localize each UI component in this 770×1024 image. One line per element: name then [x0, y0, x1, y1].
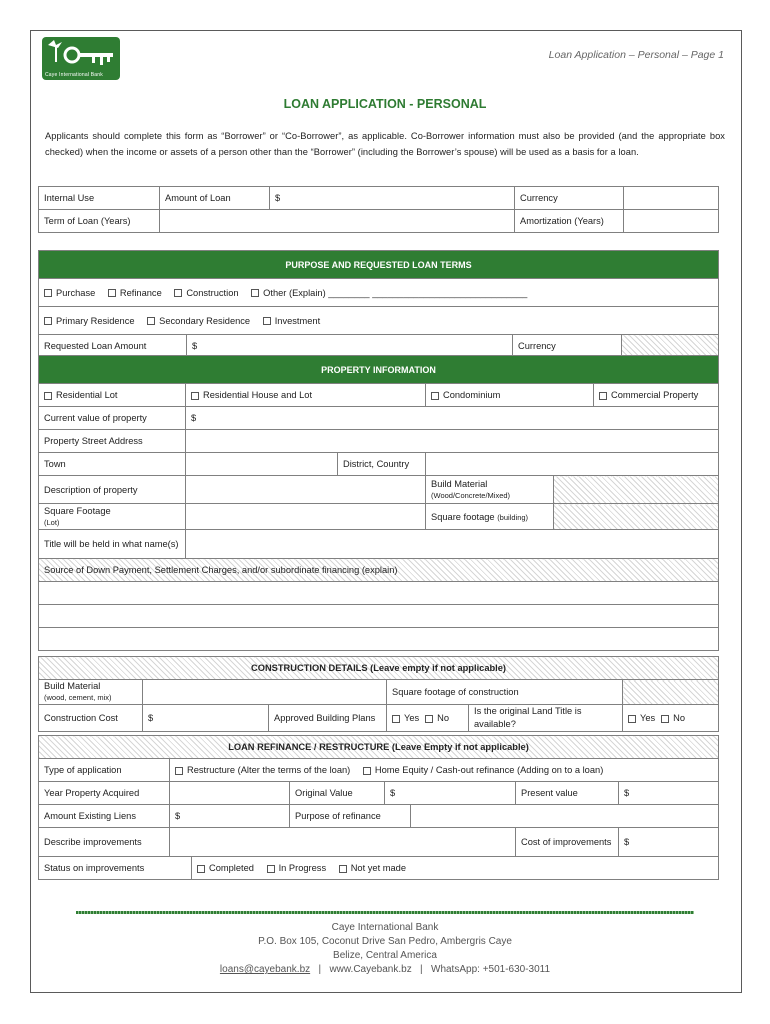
condominium-option[interactable]: Condominium	[426, 384, 594, 407]
refinance-table	[38, 735, 719, 880]
checkbox-icon	[267, 865, 275, 873]
square-footage-label: Square Footage (Lot)	[39, 504, 186, 530]
primary-residence-option[interactable]: Primary Residence	[44, 316, 135, 326]
page-title: LOAN APPLICATION - PERSONAL	[283, 97, 487, 111]
land-title-label: Is the original Land Title is available?	[469, 705, 623, 732]
cost-improvements-label: Cost of improvements	[516, 828, 619, 857]
title-yes-option[interactable]: Yes	[628, 713, 655, 723]
checkbox-icon	[174, 289, 182, 297]
down-payment-label: Source of Down Payment, Settlement Charges, and/or subordinate financing (explain)	[39, 559, 719, 582]
checkbox-icon	[431, 392, 439, 400]
property-heading: PROPERTY INFORMATION	[39, 356, 719, 384]
page-label: Loan Application – Personal – Page 1	[548, 49, 724, 61]
property-table	[38, 355, 719, 651]
construction-material-label: Build Material (wood, cement, mix)	[39, 680, 143, 705]
purpose-refinance-label: Purpose of refinance	[290, 805, 411, 828]
application-type-options	[170, 759, 719, 782]
intro-paragraph: Applicants should complete this form as “Borrower” or “Co-Borrower”, as applicable. Co-Borrower information must also be provided (and the appropriate box checked) when the income or assets of a person other than the “Borrower” (including the Borrower’s spouse) will be used as a basis for a loan.	[45, 131, 725, 157]
secondary-residence-option[interactable]: Secondary Residence	[147, 316, 250, 326]
checkbox-icon	[628, 715, 636, 723]
residential-house-option[interactable]: Residential House and Lot	[186, 384, 426, 407]
existing-liens-label: Amount Existing Liens	[39, 805, 170, 828]
sqft-building-field[interactable]	[554, 504, 719, 530]
purpose-heading: PURPOSE AND REQUESTED LOAN TERMS	[39, 251, 719, 279]
email-link[interactable]: loans@cayebank.bz	[219, 964, 311, 975]
down-payment-line-1[interactable]	[39, 582, 719, 605]
status-improvements-options	[192, 857, 719, 880]
build-material-field[interactable]	[554, 476, 719, 504]
town-field[interactable]	[186, 453, 338, 476]
requested-currency-label: Currency	[513, 335, 622, 358]
down-payment-line-2[interactable]	[39, 605, 719, 628]
footer-bank-name: Caye International Bank	[331, 922, 439, 933]
checkbox-icon	[263, 317, 271, 325]
completed-option[interactable]: Completed	[197, 863, 254, 873]
approved-plans-options	[387, 705, 469, 732]
requested-amount-field[interactable]: $	[187, 335, 513, 358]
amount-of-loan-field[interactable]: $	[270, 187, 515, 210]
present-value-label: Present value	[516, 782, 619, 805]
application-type-label: Type of application	[39, 759, 170, 782]
checkbox-icon	[661, 715, 669, 723]
commercial-property-option[interactable]: Commercial Property	[594, 384, 719, 407]
amortization-field[interactable]	[624, 210, 719, 233]
checkbox-icon	[363, 767, 371, 775]
logo-text: Caye International Bank	[45, 72, 103, 78]
construction-cost-field[interactable]: $	[143, 705, 269, 732]
checkbox-icon	[251, 289, 259, 297]
down-payment-line-3[interactable]	[39, 628, 719, 651]
description-label: Description of property	[39, 476, 186, 504]
original-value-field[interactable]: $	[385, 782, 516, 805]
internal-use-label: Internal Use	[39, 187, 160, 210]
in-progress-option[interactable]: In Progress	[267, 863, 327, 873]
original-value-label: Original Value	[290, 782, 385, 805]
checkbox-icon	[425, 715, 433, 723]
status-improvements-label: Status on improvements	[39, 857, 192, 880]
purpose-options	[39, 279, 719, 307]
checkbox-icon	[44, 392, 52, 400]
construction-material-field[interactable]	[143, 680, 387, 705]
term-label: Term of Loan (Years)	[39, 210, 160, 233]
residential-lot-option[interactable]: Residential Lot	[39, 384, 186, 407]
refinance-option[interactable]: Refinance	[108, 288, 162, 298]
land-title-options	[623, 705, 719, 732]
plans-no-option[interactable]: No	[425, 713, 449, 723]
approved-plans-label: Approved Building Plans	[269, 705, 387, 732]
not-yet-made-option[interactable]: Not yet made	[339, 863, 406, 873]
home-equity-option[interactable]: Home Equity / Cash-out refinance (Adding on to a loan)	[363, 765, 603, 775]
title-held-field[interactable]	[186, 530, 719, 559]
town-label: Town	[39, 453, 186, 476]
purpose-table	[38, 250, 719, 358]
other-option[interactable]: Other (Explain) ________ ______________________________	[251, 288, 527, 298]
sqft-construction-label: Square footage of construction	[387, 680, 623, 705]
square-footage-field[interactable]	[186, 504, 426, 530]
title-no-option[interactable]: No	[661, 713, 685, 723]
checkbox-icon	[108, 289, 116, 297]
amortization-label: Amortization (Years)	[515, 210, 624, 233]
checkbox-icon	[339, 865, 347, 873]
build-material-label: Build Material (Wood/Concrete/Mixed)	[426, 476, 554, 504]
checkbox-icon	[392, 715, 400, 723]
refinance-heading: LOAN REFINANCE / RESTRUCTURE (Leave Empty if not applicable)	[39, 736, 719, 759]
checkbox-icon	[191, 392, 199, 400]
purchase-option[interactable]: Purchase	[44, 288, 95, 298]
district-label: District, Country	[338, 453, 426, 476]
present-value-field[interactable]: $	[619, 782, 719, 805]
street-address-field[interactable]	[186, 430, 719, 453]
checkbox-icon	[44, 289, 52, 297]
year-acquired-label: Year Property Acquired	[39, 782, 170, 805]
checkbox-icon	[175, 767, 183, 775]
describe-improvements-field[interactable]	[170, 828, 516, 857]
bank-logo	[42, 37, 120, 80]
footer-address: P.O. Box 105, Coconut Drive San Pedro, Ambergris Caye	[258, 936, 512, 947]
checkbox-icon	[147, 317, 155, 325]
occupancy-options	[39, 307, 719, 335]
checkbox-icon	[197, 865, 205, 873]
investment-option[interactable]: Investment	[263, 316, 320, 326]
requested-amount-label: Requested Loan Amount	[39, 335, 187, 358]
website-link[interactable]: www.Cayebank.bz	[329, 964, 412, 975]
construction-option[interactable]: Construction	[174, 288, 238, 298]
description-field[interactable]	[186, 476, 426, 504]
amount-of-loan-label: Amount of Loan	[160, 187, 270, 210]
cost-improvements-field[interactable]: $	[619, 828, 719, 857]
construction-table	[38, 656, 719, 732]
purpose-refinance-field[interactable]	[411, 805, 719, 828]
existing-liens-field[interactable]: $	[170, 805, 290, 828]
top-table	[38, 186, 719, 233]
current-value-label: Current value of property	[39, 407, 186, 430]
current-value-field[interactable]: $	[186, 407, 719, 430]
footer-contacts: loans@cayebank.bz | www.Cayebank.bz | WhatsApp: +501-630-3011	[219, 964, 551, 975]
describe-improvements-label: Describe improvements	[39, 828, 170, 857]
construction-heading: CONSTRUCTION DETAILS (Leave empty if not applicable)	[39, 657, 719, 680]
footer-divider	[76, 911, 694, 914]
sqft-construction-field[interactable]	[623, 680, 719, 705]
whatsapp-number: WhatsApp: +501-630-3011	[431, 964, 551, 975]
district-field[interactable]	[426, 453, 719, 476]
currency-label: Currency	[515, 187, 624, 210]
construction-cost-label: Construction Cost	[39, 705, 143, 732]
footer-region: Belize, Central America	[333, 950, 437, 961]
term-field[interactable]	[160, 210, 515, 233]
restructure-option[interactable]: Restructure (Alter the terms of the loan)	[175, 765, 350, 775]
title-held-label: Title will be held in what name(s)	[39, 530, 186, 559]
street-address-label: Property Street Address	[39, 430, 186, 453]
year-acquired-field[interactable]	[170, 782, 290, 805]
checkbox-icon	[44, 317, 52, 325]
plans-yes-option[interactable]: Yes	[392, 713, 419, 723]
currency-field[interactable]	[624, 187, 719, 210]
checkbox-icon	[599, 392, 607, 400]
sqft-building-label: Square footage (building)	[426, 504, 554, 530]
palm-key-icon	[42, 37, 120, 71]
